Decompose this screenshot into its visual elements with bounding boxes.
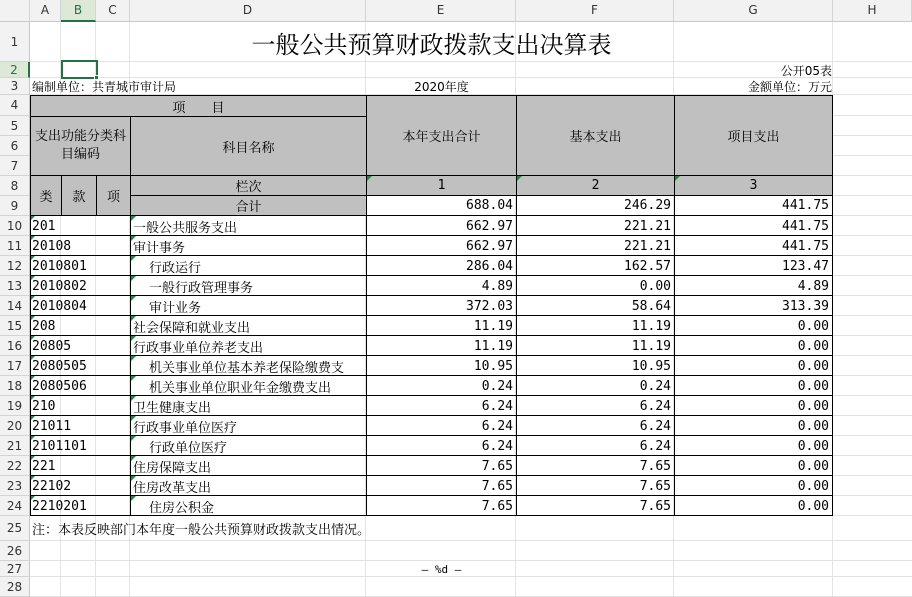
row-project-text: 0.00 <box>797 478 829 494</box>
row-total-text: 6.24 <box>481 398 513 414</box>
row-basic[interactable] <box>517 256 674 276</box>
row-total[interactable] <box>367 296 516 316</box>
row-project-text: 0.00 <box>797 358 829 374</box>
column-header-a[interactable]: A <box>30 0 61 22</box>
row-header-28[interactable]: 28 <box>0 577 30 597</box>
row-total-text: 372.03 <box>466 298 513 314</box>
row-header-14[interactable]: 14 <box>0 296 30 316</box>
row-total[interactable] <box>367 376 516 396</box>
row-header-17[interactable]: 17 <box>0 356 30 376</box>
row-header-26[interactable]: 26 <box>0 541 30 561</box>
header-kuan[interactable]: 款 <box>61 175 97 216</box>
row-subject-name-text: 一般行政管理事务 <box>149 280 254 296</box>
row-code[interactable] <box>30 376 130 396</box>
row-project-text: 0.00 <box>797 398 829 414</box>
header-heji[interactable]: 合计 <box>130 195 367 216</box>
row-code-text: 2210201 <box>32 498 87 514</box>
row-basic[interactable] <box>517 296 674 316</box>
row-subject-name-text: 住房公积金 <box>149 500 215 516</box>
total-basic[interactable]: 246.29 <box>624 198 671 213</box>
row-total[interactable] <box>367 316 516 336</box>
row-project[interactable] <box>675 336 832 356</box>
column-header-g[interactable]: G <box>674 0 833 22</box>
row-code[interactable] <box>30 396 130 416</box>
form-number[interactable]: 公开05表 <box>780 63 832 78</box>
row-basic-text: 6.24 <box>639 398 671 414</box>
row-code-text: 21011 <box>32 418 72 434</box>
row-total[interactable] <box>367 496 516 516</box>
row-header-9[interactable]: 9 <box>0 196 30 216</box>
row-project-text: 0.00 <box>797 338 829 354</box>
column-header-c[interactable]: C <box>96 0 130 22</box>
row-total-text: 11.19 <box>473 318 513 334</box>
row-basic[interactable] <box>517 336 674 356</box>
row-total[interactable] <box>367 416 516 436</box>
row-basic[interactable] <box>517 456 674 476</box>
row-basic-text: 7.65 <box>639 478 671 494</box>
column-header-e[interactable]: E <box>366 0 516 22</box>
row-subject-name[interactable] <box>131 496 366 516</box>
row-code[interactable] <box>30 236 130 256</box>
row-header-23[interactable]: 23 <box>0 476 30 496</box>
row-project[interactable] <box>675 476 832 496</box>
row-basic[interactable] <box>517 476 674 496</box>
row-project[interactable] <box>675 316 832 336</box>
row-total-text: 7.65 <box>481 498 513 514</box>
row-total-text: 10.95 <box>473 358 513 374</box>
row-project[interactable] <box>675 256 832 276</box>
row-project-text: 123.47 <box>782 258 829 274</box>
row-subject-name[interactable] <box>131 476 366 496</box>
column-header-d[interactable]: D <box>130 0 366 22</box>
header-item[interactable]: 项 目 <box>30 95 367 117</box>
header-total[interactable]: 本年支出合计 <box>366 95 517 176</box>
row-code[interactable] <box>30 416 130 436</box>
row-project[interactable] <box>675 296 832 316</box>
row-total[interactable] <box>367 436 516 456</box>
row-project[interactable] <box>675 396 832 416</box>
total-project[interactable]: 441.75 <box>782 198 829 213</box>
row-subject-name[interactable] <box>131 276 366 296</box>
row-basic[interactable] <box>517 496 674 516</box>
row-project-text: 441.75 <box>782 238 829 254</box>
row-subject-name-text: 行政事业单位医疗 <box>133 420 238 436</box>
row-basic[interactable] <box>517 316 674 336</box>
row-total[interactable] <box>367 216 516 236</box>
row-project[interactable] <box>675 276 832 296</box>
row-header-27[interactable]: 27 <box>0 561 30 577</box>
row-header-22[interactable]: 22 <box>0 456 30 476</box>
row-total[interactable] <box>367 476 516 496</box>
row-subject-name[interactable] <box>131 256 366 276</box>
row-total[interactable] <box>367 336 516 356</box>
row-code[interactable] <box>30 496 130 516</box>
row-header-5[interactable]: 5 <box>0 116 30 136</box>
row-subject-name-text: 行政单位医疗 <box>149 440 228 456</box>
row-basic-text: 7.65 <box>639 458 671 474</box>
row-project[interactable] <box>675 236 832 256</box>
row-code-text: 22102 <box>32 478 72 494</box>
row-subject-name-text: 社会保障和就业支出 <box>133 320 251 336</box>
row-total[interactable] <box>367 276 516 296</box>
header-func-code[interactable]: 支出功能分类科目编码 <box>30 116 131 176</box>
row-code-text: 2010801 <box>32 258 87 274</box>
row-basic-text: 162.57 <box>624 258 671 274</box>
row-basic-text: 0.00 <box>639 278 671 294</box>
row-basic-text: 6.24 <box>639 438 671 454</box>
row-basic-text: 221.21 <box>624 238 671 254</box>
row-header-25[interactable]: 25 <box>0 516 30 541</box>
row-project[interactable] <box>675 356 832 376</box>
row-basic[interactable] <box>517 376 674 396</box>
row-subject-name-text: 住房保障支出 <box>133 460 212 476</box>
row-project[interactable] <box>675 376 832 396</box>
row-total-text: 0.24 <box>481 378 513 394</box>
row-code[interactable] <box>30 356 130 376</box>
row-project-text: 313.39 <box>782 298 829 314</box>
row-basic[interactable] <box>517 396 674 416</box>
row-subject-name[interactable] <box>131 396 366 416</box>
row-code-text: 20805 <box>32 338 72 354</box>
row-project-text: 0.00 <box>797 378 829 394</box>
row-total[interactable] <box>367 356 516 376</box>
row-basic[interactable] <box>517 216 674 236</box>
row-code-text: 2101101 <box>32 438 87 454</box>
report-year[interactable]: 2020年度 <box>414 80 469 94</box>
row-code-text: 201 <box>32 218 56 234</box>
row-subject-name[interactable] <box>131 236 366 256</box>
row-header-2[interactable]: 2 <box>0 62 30 78</box>
row-project-text: 0.00 <box>797 458 829 474</box>
row-subject-name-text: 卫生健康支出 <box>133 400 212 416</box>
row-code[interactable] <box>30 296 130 316</box>
row-subject-name[interactable] <box>131 356 366 376</box>
row-total[interactable] <box>367 396 516 416</box>
row-code[interactable] <box>30 436 130 456</box>
row-basic[interactable] <box>517 236 674 256</box>
row-total-text: 11.19 <box>473 338 513 354</box>
row-subject-name-text: 机关事业单位职业年金缴费支出 <box>149 380 332 396</box>
row-code-text: 221 <box>32 458 56 474</box>
row-total[interactable] <box>367 256 516 276</box>
row-basic[interactable] <box>517 436 674 456</box>
row-project-text: 0.00 <box>797 438 829 454</box>
select-all-corner[interactable] <box>0 0 30 22</box>
header-subject-name[interactable]: 科目名称 <box>130 116 367 176</box>
row-total-text: 286.04 <box>466 258 513 274</box>
header-lanci[interactable]: 栏次 <box>130 175 367 196</box>
row-subject-name[interactable] <box>131 316 366 336</box>
row-project[interactable] <box>675 216 832 236</box>
row-subject-name-text: 行政运行 <box>149 260 202 276</box>
row-code[interactable] <box>30 336 130 356</box>
row-code-text: 20108 <box>32 238 72 254</box>
row-subject-name[interactable] <box>131 416 366 436</box>
row-project-text: 441.75 <box>782 218 829 234</box>
row-header-13[interactable]: 13 <box>0 276 30 296</box>
total-amount[interactable]: 688.04 <box>466 198 513 213</box>
row-total-text: 6.24 <box>481 438 513 454</box>
fill-handle[interactable] <box>94 75 99 80</box>
compiling-unit[interactable]: 编制单位：共青城市审计局 <box>32 80 177 94</box>
row-project-text: 0.00 <box>797 318 829 334</box>
row-basic-text: 7.65 <box>639 498 671 514</box>
row-total-text: 4.89 <box>481 278 513 294</box>
row-basic[interactable] <box>517 416 674 436</box>
row-subject-name-text: 审计业务 <box>149 300 202 316</box>
row-header-12[interactable]: 12 <box>0 256 30 276</box>
row-subject-name[interactable] <box>131 376 366 396</box>
row-subject-name-text: 机关事业单位基本养老保险缴费支 <box>149 360 345 376</box>
row-basic-text: 11.19 <box>631 338 671 354</box>
row-project[interactable] <box>675 416 832 436</box>
report-title[interactable]: 一般公共预算财政拨款支出决算表 <box>251 30 612 59</box>
row-code-text: 208 <box>32 318 56 334</box>
row-basic[interactable] <box>517 356 674 376</box>
row-basic-text: 0.24 <box>639 378 671 394</box>
row-code-text: 2080506 <box>32 378 87 394</box>
row-header-18[interactable]: 18 <box>0 376 30 396</box>
row-total-text: 7.65 <box>481 458 513 474</box>
row-project[interactable] <box>675 496 832 516</box>
row-project-text: 4.89 <box>797 278 829 294</box>
row-header-10[interactable]: 10 <box>0 216 30 236</box>
header-col-3[interactable]: 3 <box>674 175 833 196</box>
row-total-text: 662.97 <box>466 238 513 254</box>
row-subject-name-text: 行政事业单位养老支出 <box>133 340 264 356</box>
row-total-text: 7.65 <box>481 478 513 494</box>
row-total[interactable] <box>367 236 516 256</box>
row-total-text: 662.97 <box>466 218 513 234</box>
row-header-7[interactable]: 7 <box>0 156 30 176</box>
row-subject-name[interactable] <box>131 296 366 316</box>
row-code[interactable] <box>30 256 130 276</box>
row-code[interactable] <box>30 276 130 296</box>
row-basic-text: 58.64 <box>631 298 671 314</box>
row-header-20[interactable]: 20 <box>0 416 30 436</box>
page-footer[interactable]: — %d — <box>421 562 462 576</box>
row-code[interactable] <box>30 456 130 476</box>
row-project[interactable] <box>675 436 832 456</box>
header-lei[interactable]: 类 <box>30 175 62 216</box>
row-project[interactable] <box>675 456 832 476</box>
row-subject-name[interactable] <box>131 216 366 236</box>
row-total[interactable] <box>367 456 516 476</box>
row-header-3[interactable]: 3 <box>0 78 30 95</box>
row-header-19[interactable]: 19 <box>0 396 30 416</box>
header-basic[interactable]: 基本支出 <box>516 95 675 176</box>
row-header-4[interactable]: 4 <box>0 95 30 116</box>
row-header-16[interactable]: 16 <box>0 336 30 356</box>
row-project-text: 0.00 <box>797 418 829 434</box>
row-basic-text: 10.95 <box>631 358 671 374</box>
row-subject-name-text: 住房改革支出 <box>133 480 212 496</box>
row-code[interactable] <box>30 476 130 496</box>
row-header-6[interactable]: 6 <box>0 136 30 156</box>
column-header-f[interactable]: F <box>516 0 674 22</box>
money-unit[interactable]: 金额单位：万元 <box>747 80 832 94</box>
row-basic-text: 221.21 <box>624 218 671 234</box>
header-xiang[interactable]: 项 <box>96 175 131 216</box>
row-code-text: 2010802 <box>32 278 87 294</box>
row-header-15[interactable]: 15 <box>0 316 30 336</box>
column-header-b[interactable]: B <box>61 0 96 22</box>
row-basic-text: 6.24 <box>639 418 671 434</box>
row-subject-name[interactable] <box>131 336 366 356</box>
row-header-21[interactable]: 21 <box>0 436 30 456</box>
row-header-8[interactable]: 8 <box>0 176 30 196</box>
header-col-1[interactable]: 1 <box>366 175 517 196</box>
row-subject-name-text: 审计事务 <box>133 240 186 256</box>
header-col-2[interactable]: 2 <box>516 175 675 196</box>
row-total-text: 6.24 <box>481 418 513 434</box>
row-code[interactable] <box>30 316 130 336</box>
table-note[interactable]: 注：本表反映部门本年度一般公共预算财政拨款支出情况。 <box>32 523 371 538</box>
row-header-24[interactable]: 24 <box>0 496 30 516</box>
row-subject-name[interactable] <box>131 456 366 476</box>
row-code-text: 2080505 <box>32 358 87 374</box>
column-header-h[interactable]: H <box>833 0 912 22</box>
header-project[interactable]: 项目支出 <box>674 95 833 176</box>
row-project-text: 0.00 <box>797 498 829 514</box>
row-code[interactable] <box>30 216 130 236</box>
row-basic[interactable] <box>517 276 674 296</box>
row-header-11[interactable]: 11 <box>0 236 30 256</box>
row-basic-text: 11.19 <box>631 318 671 334</box>
row-header-1[interactable]: 1 <box>0 22 30 62</box>
row-code-text: 2010804 <box>32 298 87 314</box>
selected-cell-b2[interactable] <box>61 60 98 79</box>
row-subject-name-text: 一般公共服务支出 <box>133 220 238 236</box>
row-subject-name[interactable] <box>131 436 366 456</box>
row-code-text: 210 <box>32 398 56 414</box>
